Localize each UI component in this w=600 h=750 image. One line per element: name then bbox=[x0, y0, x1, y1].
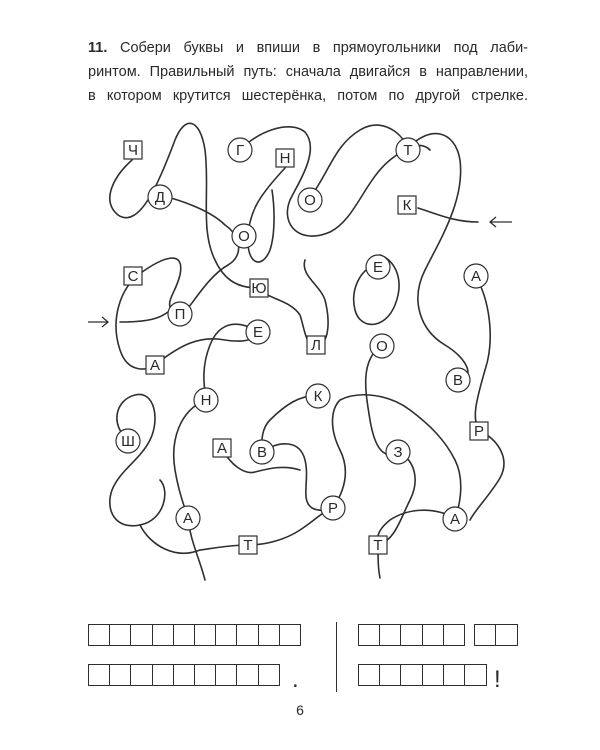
entry-arrow-right bbox=[490, 217, 512, 227]
maze-path bbox=[310, 125, 408, 198]
maze-node-letter: К bbox=[313, 388, 323, 405]
maze-node-letter: Т bbox=[243, 537, 253, 554]
maze-node-letter: А bbox=[470, 268, 482, 285]
answer-cell[interactable] bbox=[358, 624, 381, 646]
maze-node-letter: Т bbox=[403, 142, 413, 159]
maze-node-circle bbox=[246, 320, 270, 344]
maze-node-square bbox=[250, 279, 268, 297]
answer-cell[interactable] bbox=[173, 624, 196, 646]
maze-node-letter: Р bbox=[327, 500, 339, 517]
answer-cell[interactable] bbox=[400, 664, 423, 686]
maze-node-square bbox=[369, 536, 387, 554]
answer-left-row-1[interactable] bbox=[88, 624, 300, 646]
maze-node-letter: Е bbox=[252, 324, 264, 341]
maze-node-square bbox=[124, 141, 142, 159]
maze-path bbox=[475, 275, 490, 430]
answer-cell[interactable] bbox=[130, 624, 153, 646]
answer-right-row-1-group-2[interactable] bbox=[474, 624, 516, 646]
maze-node-square bbox=[470, 422, 488, 440]
maze-node-circle bbox=[386, 440, 410, 464]
maze-node-letter: Г bbox=[235, 142, 245, 159]
maze-node-letter: Ю bbox=[251, 280, 267, 297]
maze-node-letter: К bbox=[402, 197, 412, 214]
answer-cell[interactable] bbox=[279, 624, 302, 646]
maze-path bbox=[248, 508, 333, 545]
answer-cell[interactable] bbox=[258, 664, 281, 686]
maze-node-square bbox=[146, 356, 164, 374]
maze-node-square bbox=[239, 536, 257, 554]
answer-cell[interactable] bbox=[194, 664, 217, 686]
answer-cell[interactable] bbox=[215, 624, 238, 646]
answer-cell[interactable] bbox=[152, 624, 175, 646]
answer-cell[interactable] bbox=[236, 624, 259, 646]
maze-node-letter: П bbox=[174, 306, 186, 323]
answer-cell[interactable] bbox=[173, 664, 196, 686]
answer-cell[interactable] bbox=[422, 624, 445, 646]
maze-node-circle bbox=[116, 429, 140, 453]
maze-node-letter: А bbox=[449, 511, 461, 528]
maze-path bbox=[120, 312, 168, 322]
answer-cell[interactable] bbox=[88, 664, 111, 686]
maze-node-letter: С bbox=[127, 268, 139, 285]
maze-path bbox=[408, 134, 468, 380]
maze-path bbox=[174, 400, 206, 518]
maze-node-square bbox=[276, 149, 294, 167]
maze-path bbox=[110, 394, 165, 525]
maze-node-circle bbox=[298, 188, 322, 212]
maze-node-letter: В bbox=[452, 372, 464, 389]
page-number: 6 bbox=[296, 702, 304, 718]
maze-node-circle bbox=[443, 507, 467, 531]
answer-cell[interactable] bbox=[379, 664, 402, 686]
maze-node-circle bbox=[232, 224, 256, 248]
maze-node-letter: О bbox=[304, 192, 316, 209]
answer-cell[interactable] bbox=[88, 624, 111, 646]
answer-right-row-1-group-1[interactable] bbox=[358, 624, 464, 646]
answer-cell[interactable] bbox=[358, 664, 381, 686]
answer-divider bbox=[336, 622, 337, 692]
maze-node-letter: Н bbox=[279, 150, 291, 167]
answer-cell[interactable] bbox=[109, 624, 132, 646]
maze-node-circle bbox=[194, 388, 218, 412]
maze-node-letter: А bbox=[149, 357, 161, 374]
answer-cell[interactable] bbox=[422, 664, 445, 686]
answer-cell[interactable] bbox=[464, 664, 487, 686]
answer-cell[interactable] bbox=[379, 624, 402, 646]
entry-arrow-left bbox=[88, 317, 108, 327]
answer-cell[interactable] bbox=[495, 624, 518, 646]
maze-node-letter: Н bbox=[200, 392, 212, 409]
maze-node-circle bbox=[168, 302, 192, 326]
task-line-3: в котором крутится шестерёнка, потом по другой стрелке. bbox=[88, 88, 528, 104]
maze-node-circle bbox=[228, 138, 252, 162]
maze-node-square bbox=[213, 439, 231, 457]
maze-path bbox=[155, 332, 258, 365]
maze-node-circle bbox=[176, 506, 200, 530]
maze-path bbox=[304, 260, 328, 345]
maze-node-letter: В bbox=[256, 444, 268, 461]
maze-node-circle bbox=[396, 138, 420, 162]
task-number: 11. bbox=[88, 40, 108, 56]
maze-letter-nodes bbox=[116, 138, 488, 554]
maze-node-letter: Л bbox=[311, 337, 321, 354]
maze-node-circle bbox=[306, 384, 330, 408]
maze-path bbox=[418, 208, 478, 222]
answer-exclamation: ! bbox=[494, 666, 501, 693]
maze-node-circle bbox=[250, 440, 274, 464]
task-line-2: ринтом. Правильный путь: сначала двигайся в направлении, bbox=[88, 64, 528, 80]
maze-node-letter: А bbox=[216, 440, 228, 457]
maze-node-circle bbox=[464, 264, 488, 288]
answer-cell[interactable] bbox=[258, 624, 281, 646]
maze-node-letter: О bbox=[238, 228, 250, 245]
answer-cell[interactable] bbox=[130, 664, 153, 686]
maze-node-square bbox=[307, 336, 325, 354]
maze-node-letter: Е bbox=[372, 259, 384, 276]
maze-node-circle bbox=[366, 255, 390, 279]
answer-cell[interactable] bbox=[194, 624, 217, 646]
maze-node-letter: Ш bbox=[121, 433, 135, 450]
answer-cell[interactable] bbox=[474, 624, 497, 646]
answer-cell[interactable] bbox=[443, 664, 466, 686]
answer-cell[interactable] bbox=[215, 664, 238, 686]
maze-node-letter: Т bbox=[373, 537, 383, 554]
answer-right-row-2[interactable] bbox=[358, 664, 485, 686]
answer-cell[interactable] bbox=[236, 664, 259, 686]
maze-path bbox=[378, 452, 415, 545]
answer-cell[interactable] bbox=[400, 624, 423, 646]
maze-node-square bbox=[398, 196, 416, 214]
maze-node-letter: О bbox=[376, 338, 388, 355]
answer-cell[interactable] bbox=[152, 664, 175, 686]
maze-node-letter: Ч bbox=[128, 142, 138, 159]
maze-path bbox=[470, 430, 504, 520]
answer-left-row-2[interactable] bbox=[88, 664, 279, 686]
answer-cell[interactable] bbox=[109, 664, 132, 686]
maze-node-letter: Р bbox=[473, 423, 485, 440]
maze-node-letter: Д bbox=[154, 189, 166, 206]
answer-cell[interactable] bbox=[443, 624, 466, 646]
task-line-1-text: Собери буквы и впиши в прямоугольники под лаби- bbox=[120, 40, 529, 56]
maze-node-circle bbox=[370, 334, 394, 358]
maze-node-letter: А bbox=[182, 510, 194, 527]
answer-period: . bbox=[292, 666, 299, 693]
maze-node-circle bbox=[446, 368, 470, 392]
maze-node-circle bbox=[321, 496, 345, 520]
maze-node-letter: З bbox=[393, 444, 403, 461]
maze-path bbox=[248, 168, 285, 262]
maze-node-square bbox=[124, 267, 142, 285]
maze-node-circle bbox=[148, 185, 172, 209]
